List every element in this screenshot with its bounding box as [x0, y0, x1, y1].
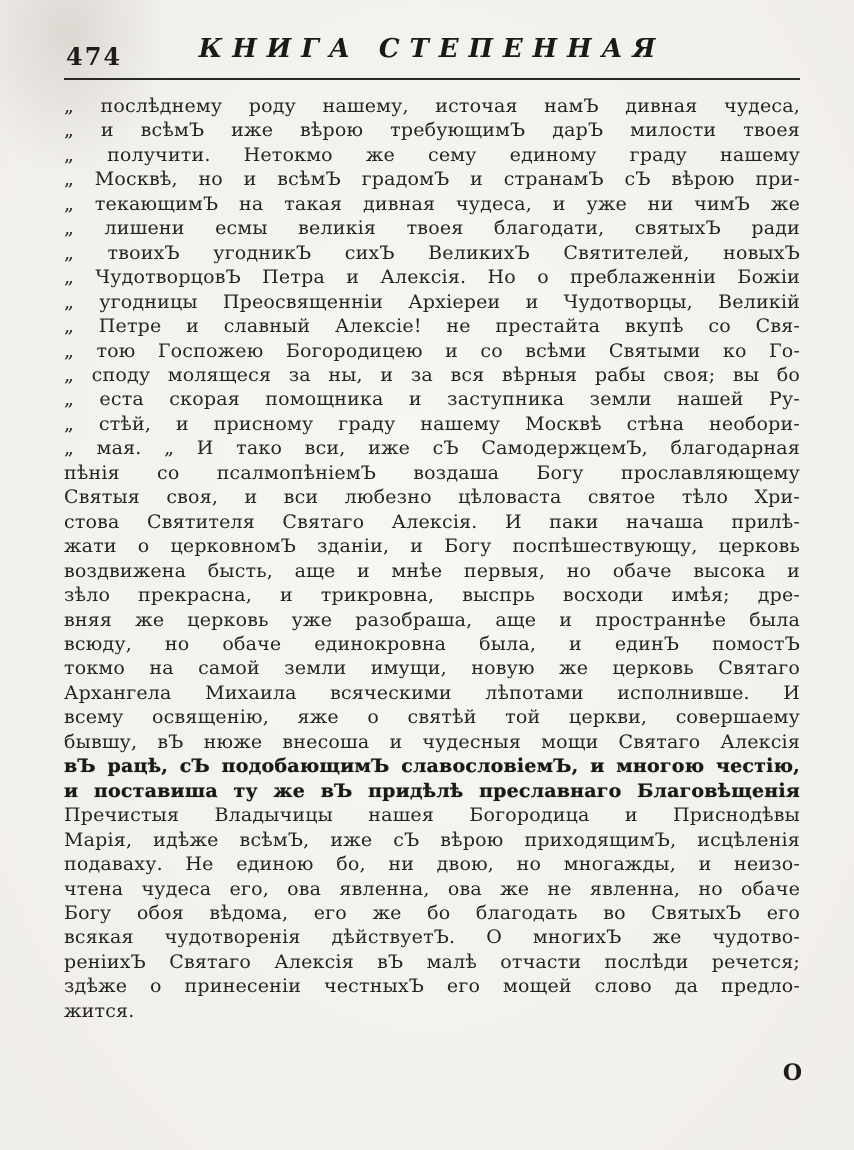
text-line: Святыя своя, и вси любезно цѣловаста святое тѣло Хри-: [64, 486, 800, 509]
text-line: бывшу, вЪ нюже внесоша и чудесныя мощи Святаго Алексія: [64, 730, 800, 753]
text-line: реніихЪ Святаго Алексія вЪ малѣ отчасти послѣди речется;: [64, 950, 800, 973]
text-line: „ твоихЪ угодникЪ сихЪ ВеликихЪ Святителей, новыхЪ: [64, 241, 800, 264]
text-line: вняя же церковь уже разобраша, аще и пространнѣе была: [64, 608, 800, 631]
text-line: Архангела Михаила всяческими лѣпотами исполнивше. И: [64, 681, 800, 704]
header-rule: [64, 78, 800, 80]
text-line: здѣже о принесеніи честныхЪ его мощей слово да предло-: [64, 975, 800, 998]
text-line: стова Святителя Святаго Алексія. И паки начаша прилѣ-: [64, 510, 800, 533]
text-line: „ стѣй, и присному граду нашему Москвѣ стѣна необори-: [64, 412, 800, 435]
text-line: воздвижена бысть, аще и мнѣе первыя, но обаче высока и: [64, 559, 800, 582]
signature-mark: О: [782, 1060, 802, 1086]
page-number: 474: [66, 42, 123, 71]
text-line: и поставиша ту же вЪ придѣлѣ преславнаго Благовѣщенія: [64, 779, 800, 802]
text-line: всему освященію, яже о святѣй той церкви, совершаему: [64, 706, 800, 729]
text-line: зѣло прекрасна, и трикровна, выспрь восходи имѣя; дре-: [64, 584, 800, 607]
body-text: [64, 94, 800, 1023]
text-line: „ Москвѣ, но и всѣмЪ градомЪ и странамЪ сЪ вѣрою при-: [64, 168, 800, 191]
text-line: „ лишени есмы великія твоея благодати, святыхЪ ради: [64, 217, 800, 240]
text-line: „ тою Госпожею Богородицею и со всѣми Святыми ко Го-: [64, 339, 800, 362]
text-line: жится.: [64, 999, 135, 1022]
page-header: [64, 34, 800, 74]
text-line: Пречистыя Владычицы нашея Богородица и Приснодѣвы: [64, 804, 800, 827]
text-line: токмо на самой земли имущи, новую же церковь Святаго: [64, 657, 800, 680]
text-line: всюду, но обаче единокровна была, и единЪ помостЪ: [64, 632, 800, 655]
text-line: Богу обоя вѣдома, его же бо благодать во СвятыхЪ его: [64, 901, 800, 924]
text-line: „ и всѣмЪ иже вѣрою требующимЪ дарЪ милости твоея: [64, 119, 800, 142]
text-line: вЪ рацѣ, сЪ подобающимЪ славословіемЪ, и многою честію,: [64, 755, 800, 778]
text-line: „ ЧудотворцовЪ Петра и Алексія. Но о преблаженніи Божіи: [64, 266, 800, 289]
text-line: „ текающимЪ на такая дивная чудеса, и уже ни чимЪ же: [64, 192, 800, 215]
text-line: „ получити. Нетокмо же сему единому граду нашему: [64, 143, 800, 166]
text-line: „ угодницы Преосвященніи Архіереи и Чудотворцы, Великій: [64, 290, 800, 313]
text-line: „ послѣднему роду нашему, источая намЪ дивная чудеса,: [64, 95, 800, 117]
page-title: КНИГА СТЕПЕННАЯ: [198, 34, 666, 64]
text-line: жати о церковномЪ зданіи, и Богу поспѣшествующу, церковь: [64, 535, 800, 558]
text-line: „ споду молящеся за ны, и за вся вѣрныя рабы своя; вы бо: [64, 363, 800, 386]
text-line: „ мая. „ И тако вси, иже сЪ СамодержцемЪ, благодарная: [64, 437, 800, 460]
text-line: „ еста скорая помощника и заступника земли нашей Ру-: [64, 388, 800, 411]
text-line: чтена чудеса его, ова явленна, ова же не явленна, но обаче: [64, 877, 800, 900]
text-line: всякая чудотворенія дѣйствуетЪ. О многихЪ же чудотво-: [64, 926, 800, 949]
text-line: подаваху. Не единою бо, ни двою, но многажды, и неизо-: [64, 853, 800, 876]
text-line: „ Петре и славный Алексіе! не престайта вкупѣ со Свя-: [64, 315, 800, 338]
text-line: пѣнія со псалмопѣніемЪ воздаша Богу прославляющему: [64, 461, 800, 484]
text-line: Марія, идѣже всѣмЪ, иже сЪ вѣрою приходящимЪ, исцѣленія: [64, 828, 800, 851]
